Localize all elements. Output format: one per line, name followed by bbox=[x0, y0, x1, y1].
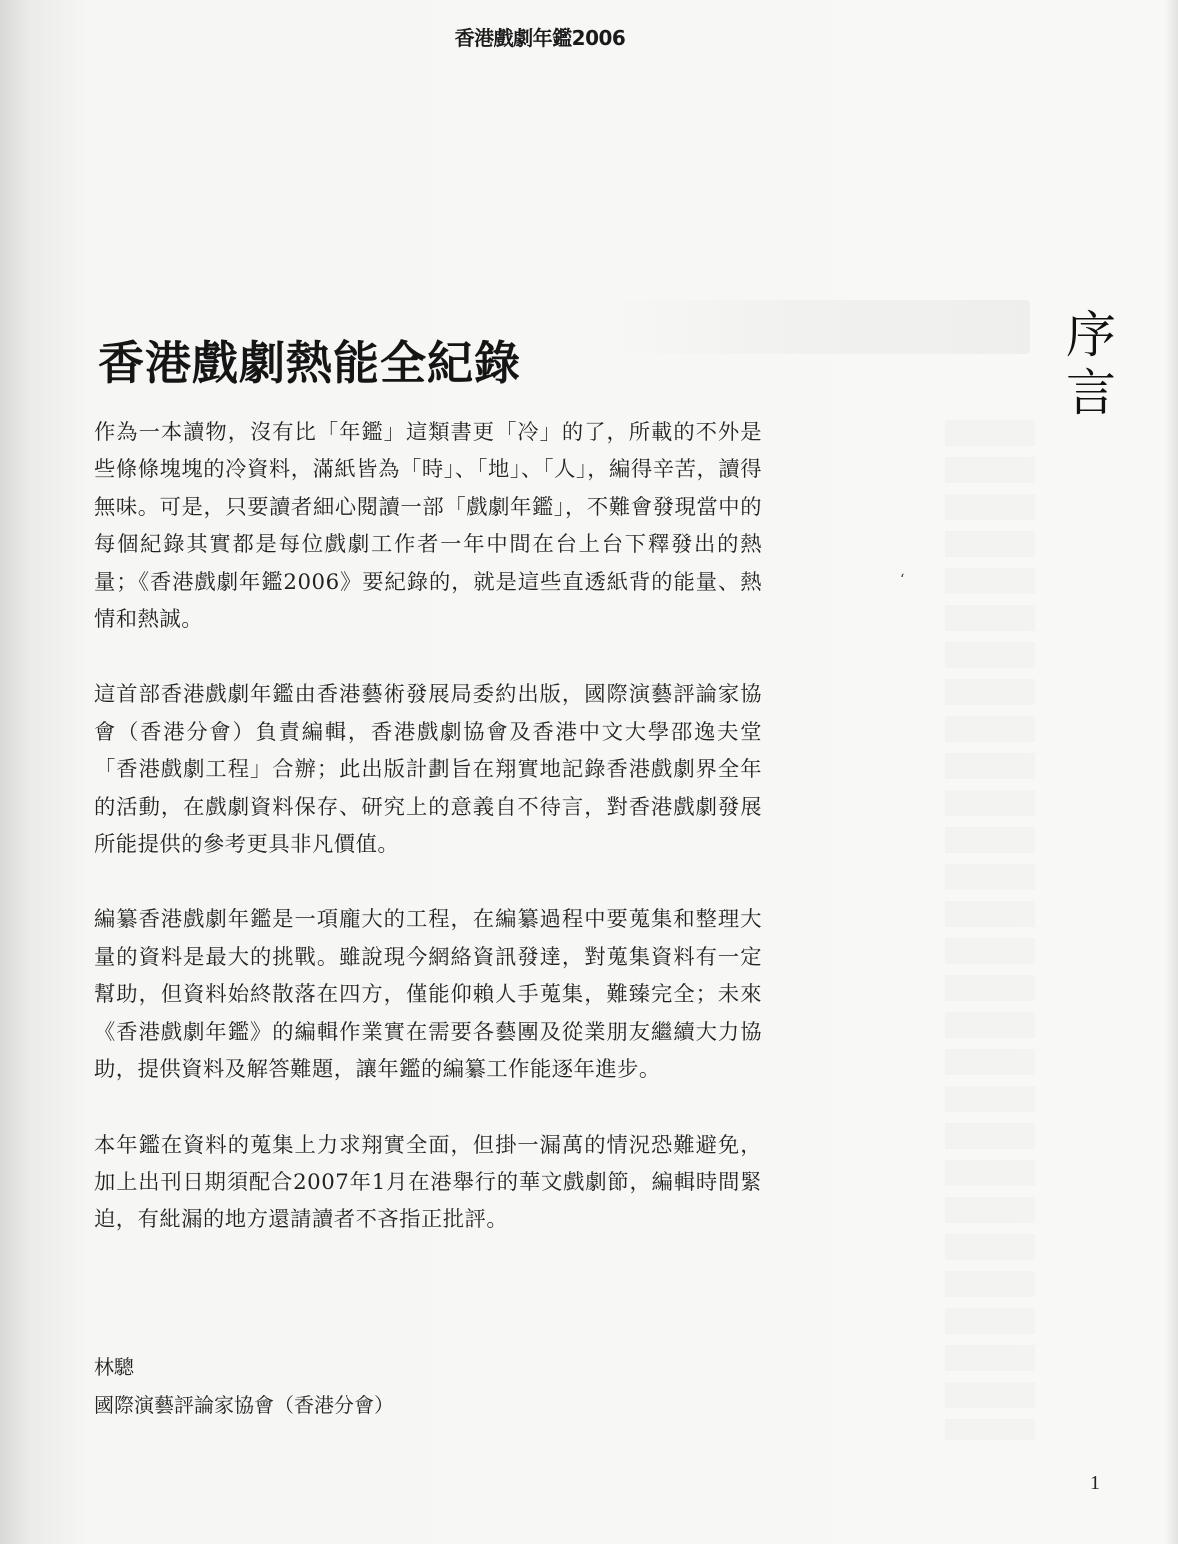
show-through-column bbox=[945, 420, 1035, 1440]
article-body bbox=[94, 414, 762, 1277]
author-organization: 國際演藝評論家協會（香港分會） bbox=[94, 1393, 394, 1417]
paragraph-4: 本年鑑在資料的蒐集上力求翔實全面，但掛一漏萬的情況恐難避免，加上出刊日期須配合2007年1月在港舉行的華文戲劇節，編輯時間緊迫，有紕漏的地方還請讀者不吝指正批評。 bbox=[94, 1132, 762, 1233]
signature-block bbox=[94, 1348, 394, 1424]
section-label-char-2: 言 bbox=[1066, 364, 1116, 422]
paragraph-1: 作為一本讀物，沒有比「年鑑」這類書更「冷」的了，所載的不外是些條條塊塊的冷資料，滿紙皆為「時」、「地」、「人」，編得辛苦，讀得無味。可是，只要讀者細心閱讀一部「戲劇年鑑」，不難會發現當中的每個紀錄其實都是每位戲劇工作者一年中間在台上台下釋發出的熱量；《香港戲劇年鑑2006》要紀錄的，就是這些直透紙背的能量、熱情和熱誠。 bbox=[94, 420, 762, 633]
paragraph-2: 這首部香港戲劇年鑑由香港藝術發展局委約出版，國際演藝評論家協會（香港分會）負責編輯，香港戲劇協會及香港中文大學邵逸夫堂「香港戲劇工程」合辦；此出版計劃旨在翔實地記錄香港戲劇界全年的活動，在戲劇資料保存、研究上的意義自不待言，對香港戲劇發展所能提供的參考更具非凡價值。 bbox=[94, 682, 762, 858]
page-number: 1 bbox=[1090, 1472, 1100, 1494]
running-header: 香港戲劇年鑑2006 bbox=[454, 26, 626, 50]
article-title: 香港戲劇熱能全紀錄 bbox=[98, 335, 521, 390]
paragraph-3: 編纂香港戲劇年鑑是一項龐大的工程，在編纂過程中要蒐集和整理大量的資料是最大的挑戰。雖說現今網絡資訊發達，對蒐集資料有一定幫助，但資料始終散落在四方，僅能仰賴人手蒐集，難臻完全；未來《香港戲劇年鑑》的編輯作業實在需要各藝團及從業朋友繼續大力協助，提供資料及解答難題，讓年鑑的編纂工作能逐年進步。 bbox=[94, 907, 762, 1083]
page-edge-shadow bbox=[1164, 0, 1178, 1544]
section-label-char-1: 序 bbox=[1066, 306, 1116, 364]
author-name: 林驄 bbox=[94, 1355, 134, 1379]
stray-mark: ʻ bbox=[900, 572, 905, 588]
section-label bbox=[1062, 306, 1120, 422]
show-through-shadow bbox=[610, 300, 1030, 354]
